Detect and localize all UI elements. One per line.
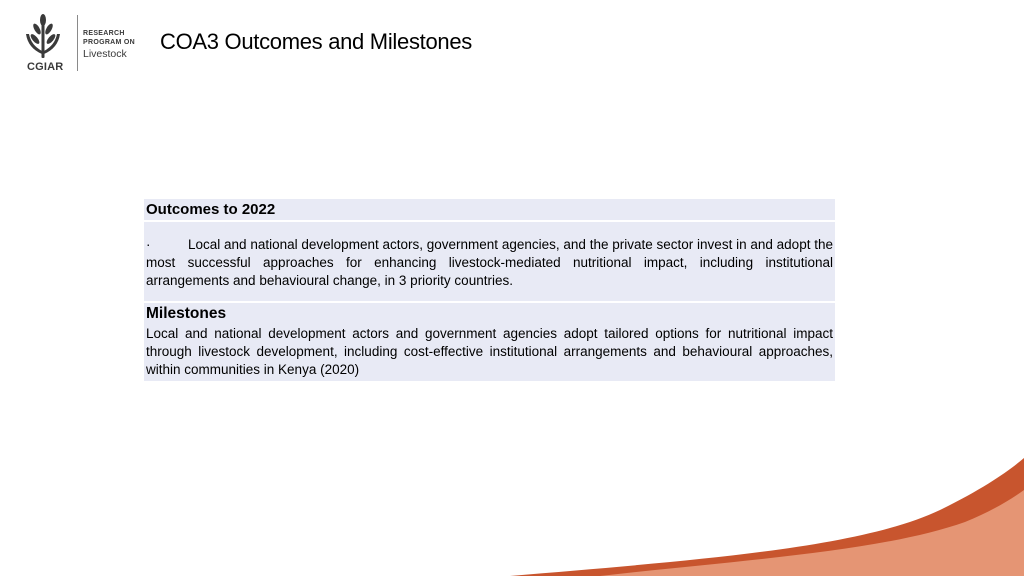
milestone-text: Local and national development actors and government agencies adopt tailored options for nutritional impact through livestock development, including cost-effective institutional arrangements and behavioural approaches, within communities in Kenya (2020) xyxy=(146,326,833,377)
bullet-marker: · xyxy=(146,237,151,252)
cgiar-livestock-logo xyxy=(22,14,172,76)
program-name: Livestock xyxy=(83,48,127,60)
wheat-icon xyxy=(22,14,64,60)
outcome-row xyxy=(144,221,835,302)
outcomes-milestones-table xyxy=(144,199,835,383)
page-title: COA3 Outcomes and Milestones xyxy=(160,29,472,54)
outcomes-heading-row xyxy=(144,199,835,221)
program-line-1: RESEARCH xyxy=(83,30,125,37)
logo-divider xyxy=(77,15,78,71)
milestones-heading-row xyxy=(144,302,835,325)
cgiar-wordmark: CGIAR xyxy=(27,61,64,73)
milestones-heading: Milestones xyxy=(144,302,835,325)
milestone-cell xyxy=(144,325,835,382)
outcome-text: Local and national development actors, government agencies, and the private sector invest in and adopt the most successful approaches for enhancing livestock-mediated nutritional impact, including institutional arrangements and behavioural change, in 3 priority countries. xyxy=(146,237,833,288)
milestone-row xyxy=(144,325,835,382)
outcomes-heading: Outcomes to 2022 xyxy=(144,199,835,221)
program-label xyxy=(83,29,135,60)
outcome-cell xyxy=(144,221,835,302)
program-line-2: PROGRAM ON xyxy=(83,39,135,46)
